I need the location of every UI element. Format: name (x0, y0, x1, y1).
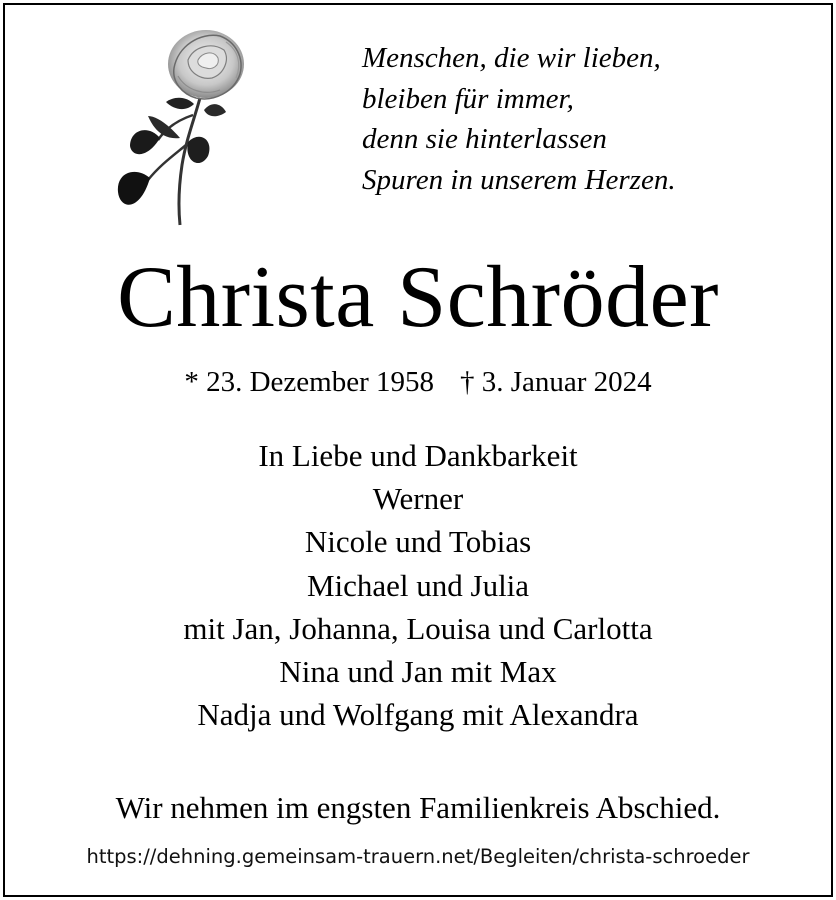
life-dates (0, 362, 836, 402)
deceased-name: Christa Schröder (117, 249, 719, 346)
poem-line: denn sie hinterlassen (362, 123, 607, 155)
poem-line: Spuren in unserem Herzen. (362, 163, 676, 196)
mourners-line: Nina und Jan mit Max (279, 654, 557, 690)
mourners-line: Michael und Julia (306, 567, 530, 603)
farewell-note: Wir nehmen im engsten Familienkreis Abschied. (115, 790, 721, 825)
birth-date: * 23. Dezember 1958 (184, 366, 434, 398)
poem (362, 38, 802, 200)
mourners-list (0, 434, 836, 736)
poem-line: Menschen, die wir lieben, (362, 42, 661, 74)
mourners-line: mit Jan, Johanna, Louisa und Carlotta (183, 610, 653, 646)
mourners-line: Nicole und Tobias (304, 524, 532, 560)
mourners-line: In Liebe und Dankbarkeit (258, 438, 578, 473)
poem-line: bleiben für immer, (362, 82, 574, 115)
mourners-line: Werner (372, 481, 464, 517)
memorial-link[interactable]: https://dehning.gemeinsam-trauern.net/Begleiten/christa-schroeder (86, 845, 750, 868)
rose-icon (108, 20, 258, 230)
death-date: † 3. Januar 2024 (459, 366, 652, 398)
mourners-line: Nadja und Wolfgang mit Alexandra (197, 697, 639, 733)
